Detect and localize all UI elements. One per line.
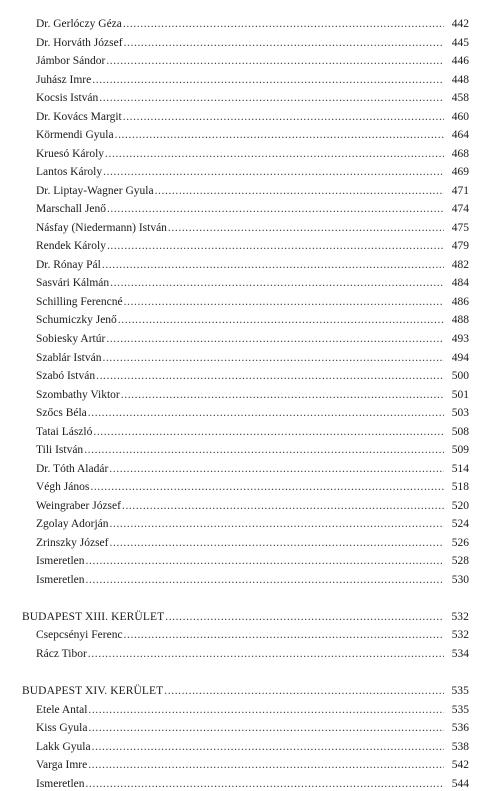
page-number: 442 — [451, 18, 469, 30]
dot-leader — [88, 721, 444, 735]
dot-leader — [88, 758, 444, 772]
page-number: 445 — [451, 37, 469, 49]
dot-leader — [155, 184, 444, 198]
toc-entry — [22, 402, 469, 420]
dot-leader — [106, 332, 444, 346]
dot-leader — [124, 36, 444, 50]
dot-leader — [110, 276, 444, 290]
toc-entry — [22, 87, 469, 105]
dot-leader — [123, 17, 444, 31]
page-number: 468 — [451, 148, 469, 160]
dot-leader — [123, 110, 444, 124]
dot-leader — [86, 777, 444, 791]
entry-name: Ismeretlen — [36, 778, 85, 790]
page-number: 488 — [451, 314, 469, 326]
page-number: 448 — [451, 74, 469, 86]
toc-entry — [22, 124, 469, 142]
entry-name: Juhász Imre — [36, 74, 92, 86]
toc-entry — [22, 643, 469, 661]
dot-leader — [92, 73, 444, 87]
entry-name: Rácz Tibor — [36, 648, 87, 660]
dot-leader — [107, 239, 444, 253]
page-number: 532 — [451, 629, 469, 641]
dot-leader — [86, 573, 444, 587]
toc-entry — [22, 773, 469, 791]
toc-entry — [22, 384, 469, 402]
toc-entry — [22, 180, 469, 198]
entry-name: Szőcs Béla — [36, 407, 87, 419]
page-number: 503 — [451, 407, 469, 419]
dot-leader — [124, 295, 444, 309]
dot-leader — [103, 165, 444, 179]
toc-entry — [22, 13, 469, 31]
toc-entry — [22, 439, 469, 457]
toc-entry — [22, 217, 469, 235]
page-number: 501 — [451, 389, 469, 401]
entry-name: Varga Imre — [36, 759, 88, 771]
entry-name: Dr. Kovács Margit — [36, 111, 122, 123]
dot-leader — [105, 147, 444, 161]
dot-leader — [118, 313, 444, 327]
toc-entry — [22, 624, 469, 642]
section-title: BUDAPEST XIII. KERÜLET — [22, 611, 165, 623]
page-number: 486 — [451, 296, 469, 308]
dot-leader — [84, 443, 444, 457]
entry-name: Kiss Gyula — [36, 722, 88, 734]
toc-entry — [22, 143, 469, 161]
dot-leader — [121, 388, 444, 402]
dot-leader — [99, 91, 444, 105]
page-number: 471 — [451, 185, 469, 197]
page-number: 535 — [451, 685, 469, 697]
entry-name: Násfay (Niedermann) István — [36, 222, 167, 234]
dot-leader — [115, 128, 444, 142]
page-number: 500 — [451, 370, 469, 382]
dot-leader — [122, 499, 444, 513]
entry-name: Szombathy Viktor — [36, 389, 120, 401]
entry-name: Kruesó Károly — [36, 148, 105, 160]
toc-entry — [22, 458, 469, 476]
entry-name: Dr. Liptay-Wagner Gyula — [36, 185, 154, 197]
entry-name: Csepcsényi Ferenc — [36, 629, 123, 641]
page-number: 542 — [451, 759, 469, 771]
dot-leader — [110, 536, 445, 550]
entry-name: Schilling Ferencné — [36, 296, 123, 308]
entry-name: Lantos Károly — [36, 166, 103, 178]
page-number: 482 — [451, 259, 469, 271]
page-number: 535 — [451, 704, 469, 716]
page-number: 544 — [451, 778, 469, 790]
toc-entry — [22, 736, 469, 754]
entry-name: Szabó István — [36, 370, 96, 382]
toc-entry — [22, 495, 469, 513]
page-number: 538 — [451, 741, 469, 753]
entry-name: Ismeretlen — [36, 555, 85, 567]
page-number: 536 — [451, 722, 469, 734]
entry-name: Dr. Gerlóczy Géza — [36, 18, 122, 30]
toc-entry — [22, 476, 469, 494]
page-number: 464 — [451, 129, 469, 141]
page-number: 479 — [451, 240, 469, 252]
entry-name: Kocsis István — [36, 92, 99, 104]
toc-entry — [22, 69, 469, 87]
entry-name: Dr. Rónay Pál — [36, 259, 101, 271]
entry-name: Schumiczky Jenő — [36, 314, 117, 326]
dot-leader — [168, 221, 444, 235]
dot-leader — [106, 54, 444, 68]
dot-leader — [102, 351, 444, 365]
toc-entry — [22, 532, 469, 550]
page-number: 524 — [451, 518, 469, 530]
section-title: BUDAPEST XIV. KERÜLET — [22, 685, 164, 697]
toc-entry — [22, 347, 469, 365]
entry-name: Dr. Horváth József — [36, 37, 123, 49]
entry-name: Végh János — [36, 481, 90, 493]
toc-entry — [22, 106, 469, 124]
toc-entry — [22, 699, 469, 717]
page-number: 509 — [451, 444, 469, 456]
entry-name: Sasvári Kálmán — [36, 277, 110, 289]
page-number: 534 — [451, 648, 469, 660]
entry-name: Marschall Jenő — [36, 203, 106, 215]
toc-entry — [22, 50, 469, 68]
dot-leader — [102, 258, 444, 272]
entry-name: Etele Antal — [36, 704, 88, 716]
toc-entry — [22, 254, 469, 272]
entry-name: Szablár István — [36, 352, 102, 364]
entry-name: Weingraber József — [36, 500, 121, 512]
entry-name: Ismeretlen — [36, 574, 85, 586]
page-number: 460 — [451, 111, 469, 123]
dot-leader — [93, 425, 444, 439]
page-number: 484 — [451, 277, 469, 289]
page-number: 475 — [451, 222, 469, 234]
page-number: 518 — [451, 481, 469, 493]
dot-leader — [88, 647, 444, 661]
toc-entry — [22, 550, 469, 568]
toc-entry — [22, 272, 469, 290]
dot-leader — [165, 610, 444, 624]
dot-leader — [92, 740, 444, 754]
toc-entry — [22, 754, 469, 772]
dot-leader — [164, 684, 444, 698]
page-number: 458 — [451, 92, 469, 104]
entry-name: Rendek Károly — [36, 240, 106, 252]
section-heading — [22, 680, 469, 698]
section-heading — [22, 606, 469, 624]
toc-entry — [22, 421, 469, 439]
toc-entry — [22, 291, 469, 309]
page-number: 526 — [451, 537, 469, 549]
dot-leader — [96, 369, 444, 383]
toc-entry — [22, 365, 469, 383]
entry-name: Zrinszky József — [36, 537, 109, 549]
dot-leader — [90, 480, 444, 494]
toc-entry — [22, 32, 469, 50]
page-number: 469 — [451, 166, 469, 178]
entry-name: Dr. Tóth Aladár — [36, 463, 109, 475]
page-number: 446 — [451, 55, 469, 67]
dot-leader — [124, 628, 444, 642]
page-number: 514 — [451, 463, 469, 475]
dot-leader — [110, 517, 445, 531]
toc-entry — [22, 328, 469, 346]
entry-name: Zgolay Adorján — [36, 518, 109, 530]
page-number: 493 — [451, 333, 469, 345]
toc-entry — [22, 569, 469, 587]
page-number: 474 — [451, 203, 469, 215]
toc-entry — [22, 198, 469, 216]
dot-leader — [86, 554, 444, 568]
page-number: 532 — [451, 611, 469, 623]
dot-leader — [88, 406, 444, 420]
entry-name: Sobiesky Artúr — [36, 333, 106, 345]
entry-name: Jámbor Sándor — [36, 55, 106, 67]
dot-leader — [88, 703, 444, 717]
toc-entry — [22, 309, 469, 327]
toc-entry — [22, 513, 469, 531]
page-number: 494 — [451, 352, 469, 364]
dot-leader — [107, 202, 444, 216]
dot-leader — [109, 462, 444, 476]
page-number: 528 — [451, 555, 469, 567]
toc-entry — [22, 235, 469, 253]
entry-name: Tatai László — [36, 426, 93, 438]
entry-name: Tili István — [36, 444, 84, 456]
toc-entry — [22, 717, 469, 735]
entry-name: Lakk Gyula — [36, 741, 91, 753]
toc-entry — [22, 161, 469, 179]
page-number: 520 — [451, 500, 469, 512]
page-number: 508 — [451, 426, 469, 438]
page-number: 530 — [451, 574, 469, 586]
entry-name: Körmendi Gyula — [36, 129, 114, 141]
